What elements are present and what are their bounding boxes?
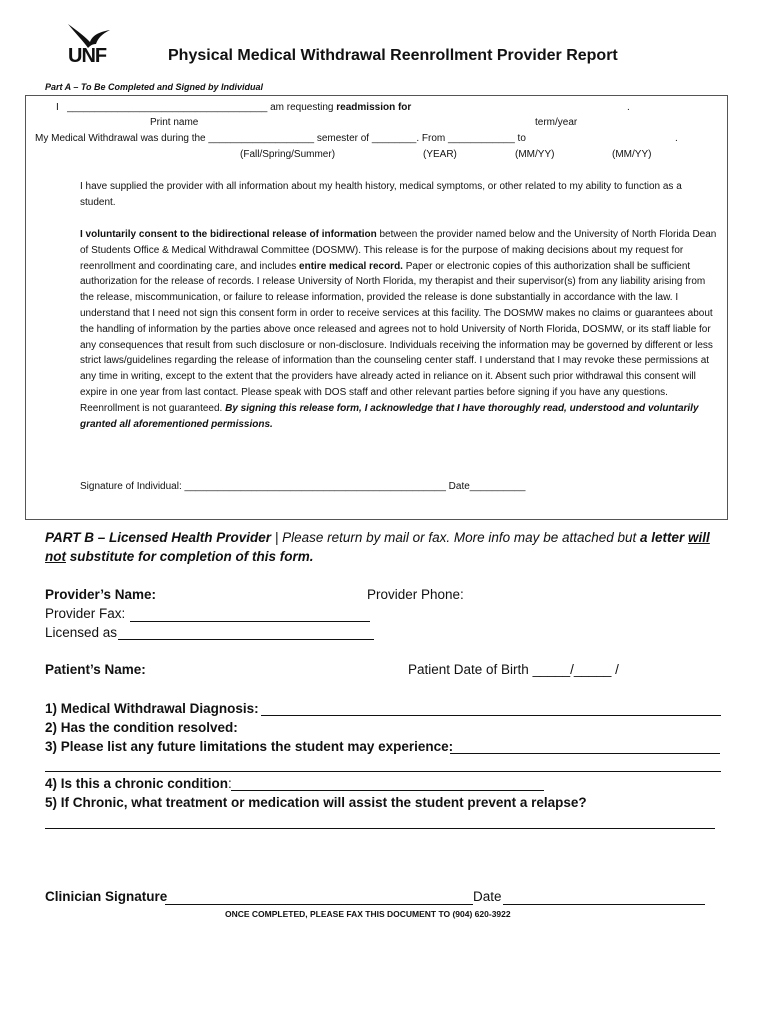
part-b-letter: a letter	[640, 530, 689, 545]
q3-limitations-field[interactable]	[450, 753, 720, 754]
withdrawal-line[interactable]: My Medical Withdrawal was during the ___________________ semester of ________. From ____________ to	[35, 133, 526, 144]
readmission-label: readmission for	[336, 102, 412, 113]
part-b-will: will	[688, 530, 710, 545]
q4-chronic-label: 4) Is this a chronic condition:	[45, 776, 232, 791]
consent-text-a: between the provider named below and the University of North Florida Dean of Students Office & Medical Withdrawal Committee (DOSMW). This release is for the purpose of making decisions about my request for reenrollment and coordinating care, and includes	[80, 229, 717, 272]
clinician-signature-field[interactable]	[165, 904, 473, 905]
term-year-label: term/year	[535, 117, 578, 128]
q1-diagnosis-field[interactable]	[261, 715, 721, 716]
year-label: (YEAR)	[423, 149, 457, 160]
line-end: .	[627, 102, 630, 113]
name-blank[interactable]: ____________________________________	[67, 102, 268, 113]
licensed-as-field[interactable]	[118, 639, 374, 640]
part-b-not: not	[45, 549, 66, 564]
q5-treatment-label: 5) If Chronic, what treatment or medication will assist the student prevent a relapse?	[45, 795, 587, 810]
part-b-instructions: | Please return by mail or fax. More info may be attached but	[271, 530, 641, 545]
patient-dob-field[interactable]: Patient Date of Birth _____/_____ /	[408, 662, 619, 677]
print-name-label: Print name	[150, 117, 199, 128]
q3-limitations-label: 3) Please list any future limitations the student may experience:	[45, 739, 454, 754]
line-prefix: I	[56, 102, 59, 113]
unf-logo	[62, 22, 122, 66]
request-line	[56, 102, 411, 113]
consent-paragraph	[80, 227, 720, 432]
consent-acknowledgement: By signing this release form, I acknowledge that I have thoroughly read, understood and voluntarily granted all aforementioned permissions.	[80, 402, 699, 430]
provider-phone-label: Provider Phone:	[367, 587, 464, 602]
consent-lead: I voluntarily consent to the bidirectional release of information	[80, 229, 377, 240]
q1-diagnosis-label: 1) Medical Withdrawal Diagnosis:	[45, 701, 259, 716]
part-b-title: PART B – Licensed Health Provider	[45, 530, 272, 545]
page-title: Physical Medical Withdrawal Reenrollment Provider Report	[168, 47, 618, 64]
line-mid: am requesting	[270, 102, 334, 113]
individual-signature-line[interactable]: Signature of Individual: _______________________________________________ Date__________	[80, 481, 526, 492]
q2-resolved-label: 2) Has the condition resolved:	[45, 720, 238, 735]
withdrawal-end: .	[675, 133, 678, 144]
q3-limitations-field-2[interactable]	[45, 771, 721, 772]
fax-instructions: ONCE COMPLETED, PLEASE FAX THIS DOCUMENT TO (904) 620-3922	[225, 909, 511, 919]
patient-name-label: Patient’s Name:	[45, 662, 146, 677]
part-a-heading: Part A – To Be Completed and Signed by Individual	[45, 82, 264, 92]
part-b-end: substitute for completion of this form.	[66, 549, 314, 564]
clinician-signature-label: Clinician Signature	[45, 889, 168, 904]
to-mmyy-label: (MM/YY)	[612, 149, 652, 160]
info-paragraph: I have supplied the provider with all information about my health history, medical symptoms, or other related to my ability to function as a student.	[80, 181, 682, 208]
q4-chronic-field[interactable]	[231, 790, 544, 791]
licensed-as-label: Licensed as	[45, 625, 118, 640]
clinician-date-field[interactable]	[503, 904, 705, 905]
provider-name-label: Provider’s Name:	[45, 587, 157, 602]
consent-bold-mid: entire medical record.	[299, 260, 403, 272]
q5-treatment-field[interactable]	[45, 828, 715, 829]
fall-spring-label: (Fall/Spring/Summer)	[240, 149, 336, 160]
consent-text-b: Paper or electronic copies of this authorization shall be sufficient authorization for the release of records. I release University of North Florida, my therapist and their supervisor(s) from any liability arising from the release, miscommunication, or failure to release information, provided the release is done substantially in accordance with the law. I understand that I need not sign this consent form in order to receive services at this facility. The DOSMW makes no claims or guarantees about the handling of information by the parties above once released and agrees not to hold University of North Florida, DOSMW, or its staff liable for any consequences that result from such disclosure or non-disclosure. Individuals receiving the information may be governed by different or less strict laws/guidelines regarding the release of information than the counseling center staff. I understand that I may revoke these permissions at any time in writing, except to the extent that the providers have already acted in reliance on it. Absent such prior withdrawal this consent will expire in one year from last contact. Please speak with DOS staff and other relevant parties before signing if you have any questions. Reenrollment is not guaranteed.	[80, 260, 713, 414]
from-mmyy-label: (MM/YY)	[515, 149, 555, 160]
provider-fax-field[interactable]	[130, 621, 370, 622]
part-b-heading	[45, 528, 735, 566]
clinician-date-label: Date	[473, 889, 502, 904]
provider-fax-label: Provider Fax:	[45, 606, 126, 621]
logo-text: UNF	[68, 45, 107, 67]
